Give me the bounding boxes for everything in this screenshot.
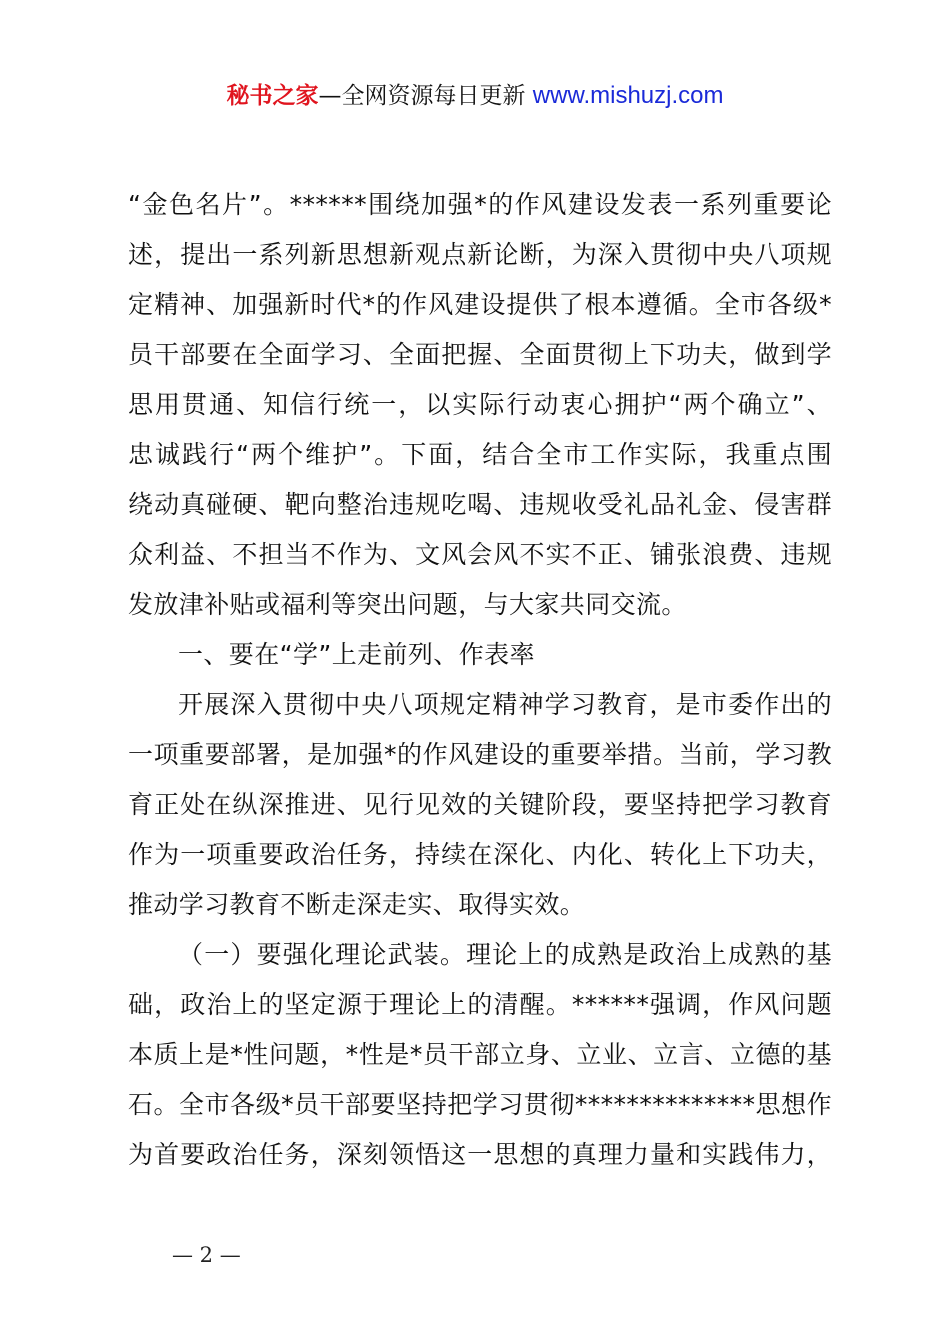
text-line: 绕动真碰硬、靶向整治违规吃喝、违规收受礼品礼金、侵害群: [128, 490, 832, 519]
text-line: 础，政治上的坚定源于理论上的清醒。******强调，作风问题: [128, 990, 832, 1019]
brand-name: 秘书之家: [226, 83, 319, 109]
text-line: 石。全市各级*员干部要坚持把学习贯彻**************思想作: [128, 1090, 832, 1119]
text-line: 定精神、加强新时代*的作风建设提供了根本遵循。全市各级*: [128, 290, 832, 319]
text-line: “金色名片”。******围绕加强*的作风建设发表一系列重要论: [128, 190, 832, 219]
text-line: 开展深入贯彻中央八项规定精神学习教育，是市委作出的: [178, 690, 832, 719]
site-header: [0, 78, 950, 114]
text-line: 推动学习教育不断走深走实、取得实效。: [128, 890, 586, 919]
text-line: 众利益、不担当不作为、文风会风不实不正、铺张浪费、违规: [128, 540, 832, 569]
text-line: 本质上是*性问题，*性是*员干部立身、立业、立言、立德的基: [128, 1040, 832, 1069]
page-number: — 2 —: [172, 1243, 241, 1267]
text-line: 育正处在纵深推进、见行见效的关键阶段，要坚持把学习教育: [128, 790, 832, 819]
text-line: 作为一项重要政治任务，持续在深化、内化、转化上下功夫，: [128, 840, 832, 869]
text-line: 发放津补贴或福利等突出问题，与大家共同交流。: [128, 590, 687, 619]
text-line: 述，提出一系列新思想新观点新论断，为深入贯彻中央八项规: [128, 240, 832, 269]
text-line: 一项重要部署，是加强*的作风建设的重要举措。当前，学习教: [128, 740, 832, 769]
text-line: 忠诚践行“两个维护”。下面，结合全市工作实际，我重点围: [128, 440, 832, 469]
site-link[interactable]: www.mishuzj.com: [532, 82, 724, 109]
text-line: （一）要强化理论武装。理论上的成熟是政治上成熟的基: [178, 940, 832, 969]
text-line: 员干部要在全面学习、全面把握、全面贯彻上下功夫，做到学: [128, 340, 832, 369]
text-line: 思用贯通、知信行统一，以实际行动衷心拥护“两个确立”、: [128, 390, 832, 419]
header-tagline: —全网资源每日更新: [318, 83, 533, 109]
section-heading: 一、要在“学”上走前列、作表率: [178, 640, 535, 669]
text-line: 为首要政治任务，深刻领悟这一思想的真理力量和实践伟力，: [128, 1140, 832, 1169]
